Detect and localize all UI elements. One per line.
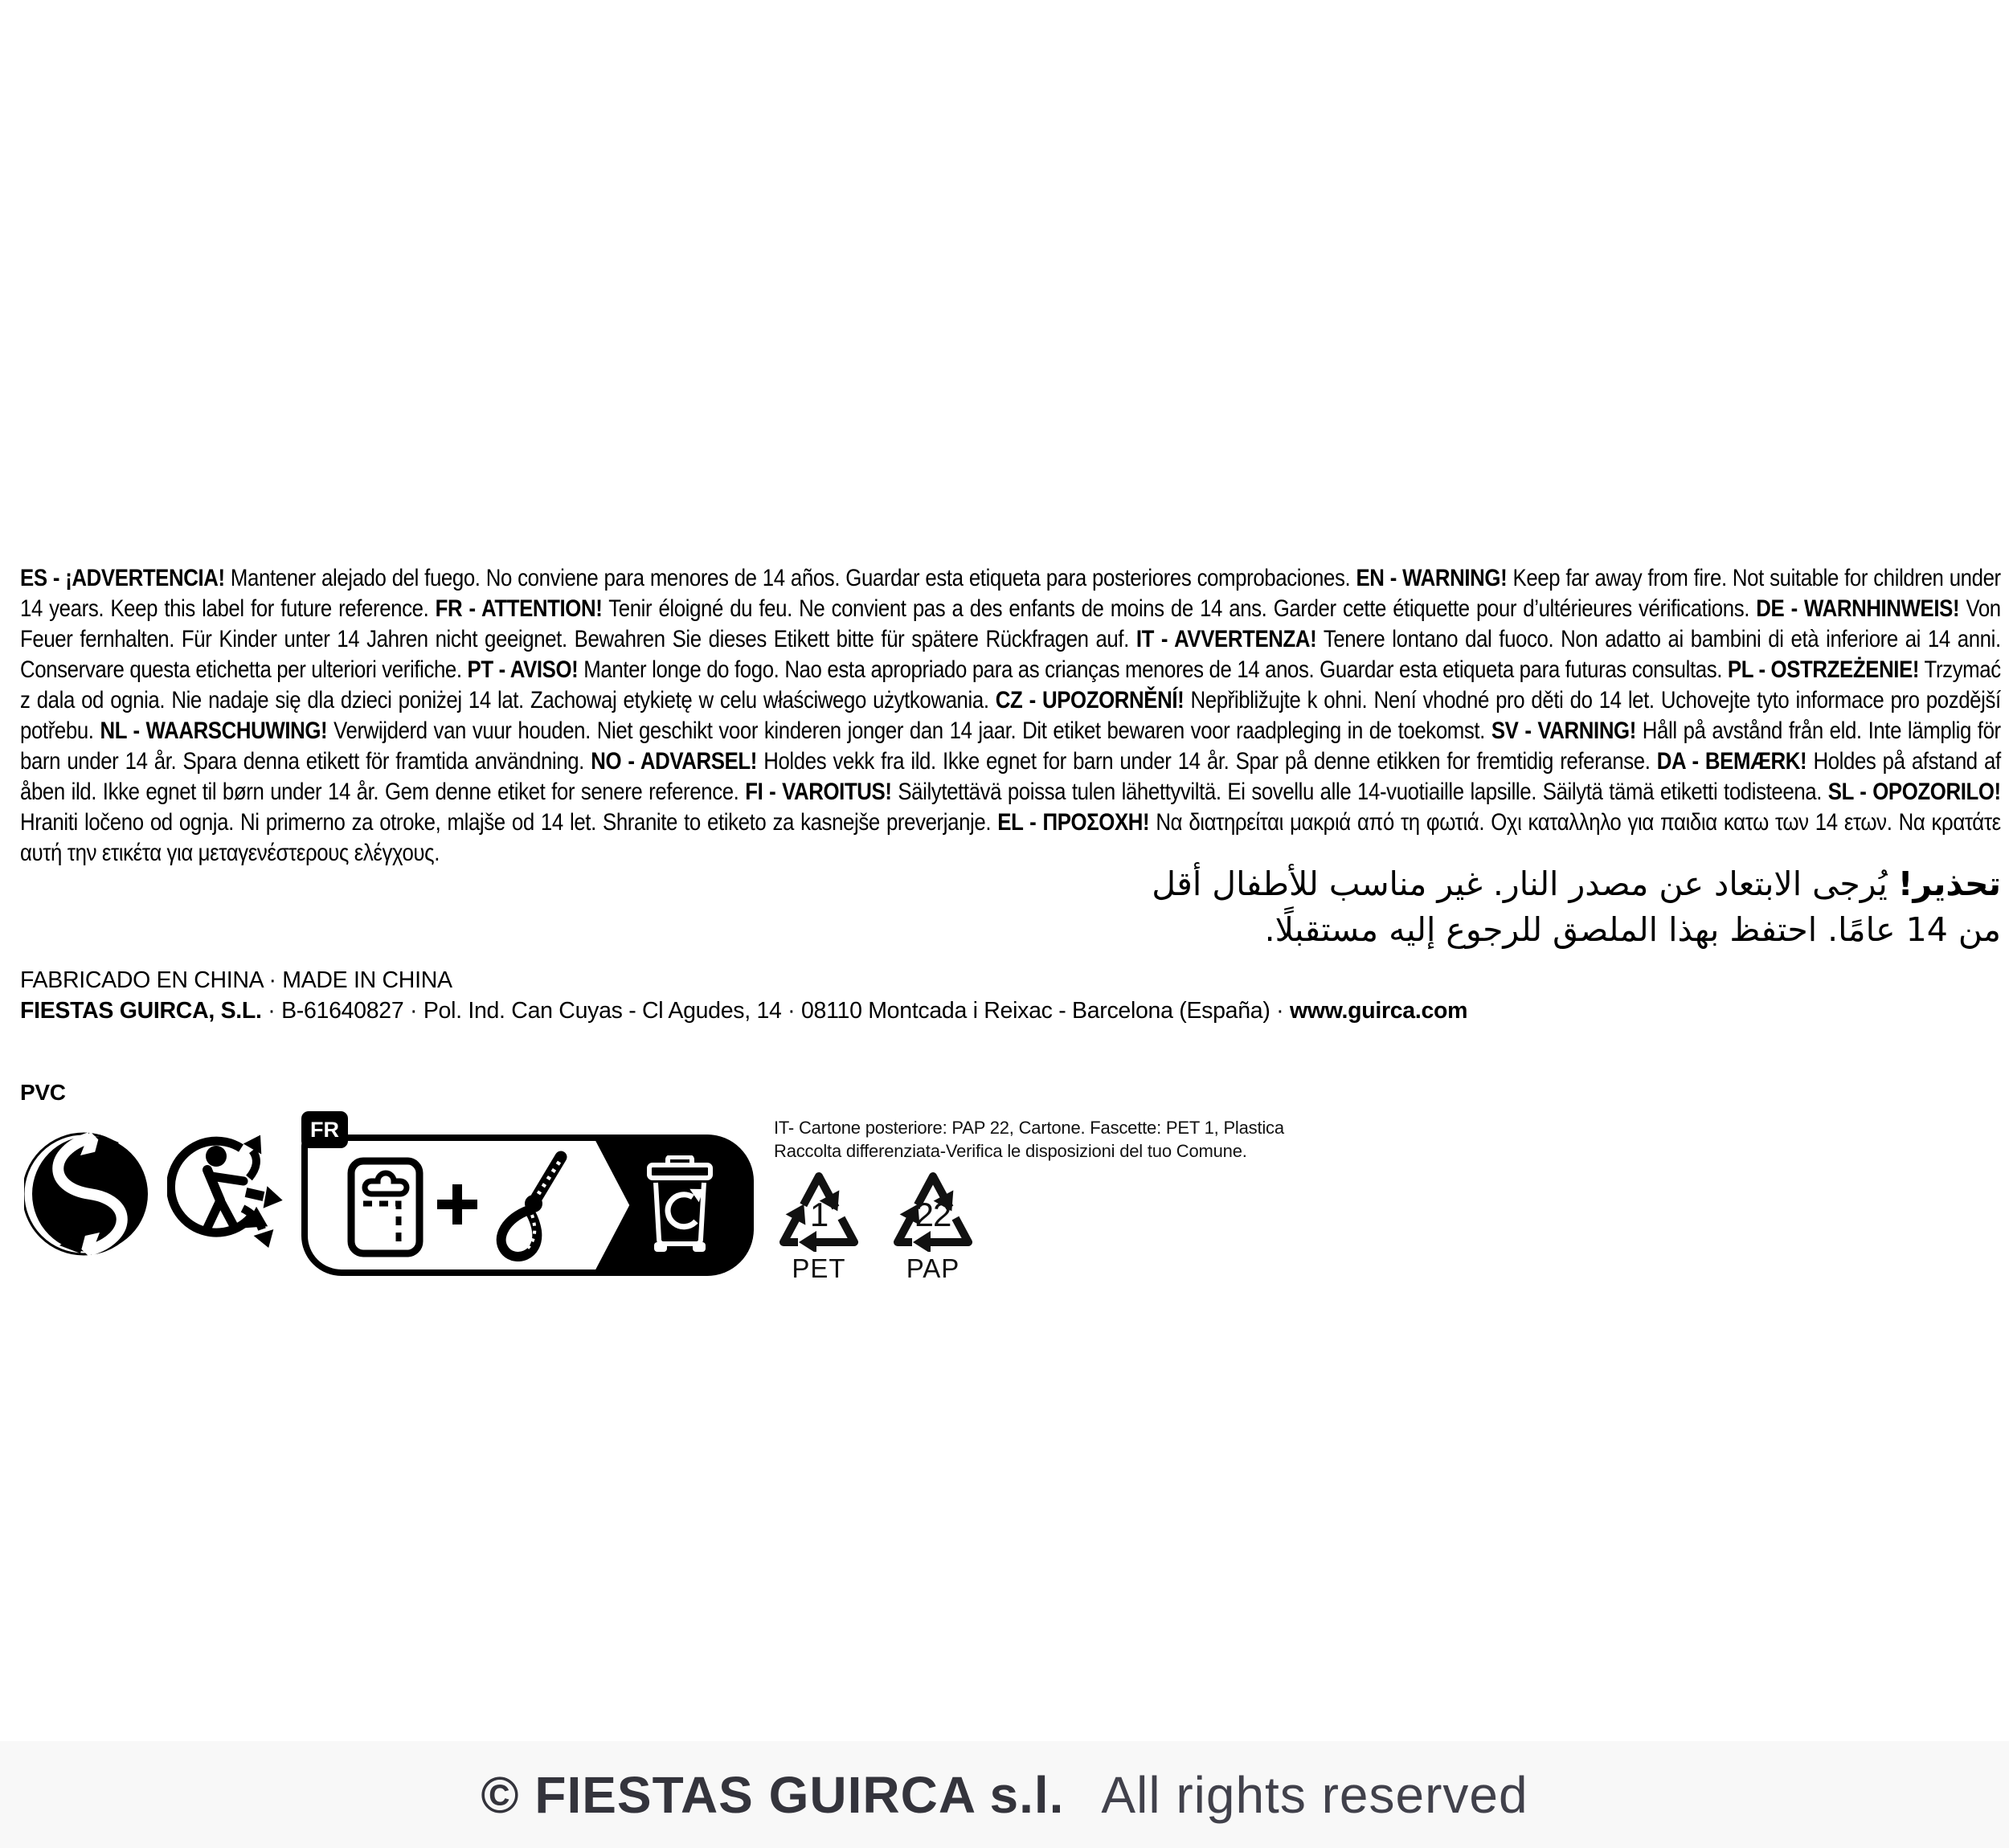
pet-code-label: PET bbox=[792, 1253, 846, 1283]
pet-code-number: 1 bbox=[809, 1196, 829, 1233]
triman-recycling-icon bbox=[167, 1130, 289, 1252]
cord-icon bbox=[490, 1147, 577, 1261]
arabic-warning-line2: من 14 عامًا. احتفظ بهذا الملصق للرجوع إليه مستقبلًا. bbox=[1264, 910, 2001, 949]
it-note-line2: Raccolta differenziata-Verifica le disposizioni del tuo Comune. bbox=[774, 1141, 1247, 1161]
company-address-line: FIESTAS GUIRCA, S.L. · B-61640827 · Pol. Ind. Can Cuyas - Cl Agudes, 14 · 08110 Montcada i Reixac - Barcelona (España) · www.guirca.com bbox=[20, 998, 1468, 1024]
waste-bin-icon bbox=[643, 1155, 717, 1255]
pap-code-number: 22 bbox=[914, 1196, 951, 1233]
green-dot-icon bbox=[24, 1131, 150, 1257]
footer-copyright: © FIESTAS GUIRCA s.l. bbox=[481, 1765, 1065, 1824]
made-in-line: FABRICADO EN CHINA · MADE IN CHINA bbox=[20, 967, 452, 993]
arabic-warning-text bbox=[1152, 861, 2001, 953]
it-note-line1: IT- Cartone posteriore: PAP 22, Cartone. Fascette: PET 1, Plastica bbox=[774, 1118, 1284, 1138]
plus-icon bbox=[437, 1184, 477, 1225]
pap-code-symbol bbox=[886, 1167, 980, 1284]
multilingual-warning-text: ES - ¡ADVERTENCIA! Mantener alejado del fuego. No conviene para menores de 14 años. Guardar esta etiqueta para posteriores comprobaciones. EN - WARNING! Keep far away from fire. Not suitable for children under 14 years. Keep this label for future reference. FR - ATTENTION! Tenir éloigné du feu. Ne convient pas a des enfants de moins de 14 ans. Garder cette étiquette pour d’ultérieures vérifications. DE - WARNHINWEIS! Von Feuer fernhalten. Für Kinder unter 14 Jahren nicht geeignet. Bewahren Sie dieses Etikett bitte für spätere Rückfragen auf. IT - AVVERTENZA! Tenere lontano dal fuoco. Non adatto ai bambini di età inferiore ai 14 anni. Conservare questa etichetta per ulteriori verifiche. PT - AVISO! Manter longe do fogo. Nao esta apropriado para as crianças menores de 14 anos. Guardar esta etiqueta para futuras consultas. PL - OSTRZEŻENIE! Trzymać z dala od ognia. Nie nadaje się dla dzieci poniżej 14 lat. Zachowaj etykietę w celu właściwego użytkowania. CZ - UPOZORNĚNÍ! Nepřibližujte k ohni. Není vhodné pro děti do 14 let. Uchovejte tyto informace pro pozdější potřebu. NL - WAARSCHUWING! Verwijderd van vuur houden. Niet geschikt voor kinderen jonger dan 14 jaar. Dit etiket bewaren voor raadpleging in de toekomst. SV - VARNING! Håll på avstånd från eld. Inte lämplig för barn under 14 år. Spara denna etikett för framtida användning. NO - ADVARSEL! Holdes vekk fra ild. Ikke egnet for barn under 14 år. Spar på denne etikken for fremtidig referanse. DA - BEMÆRK! Holdes på afstand af åben ild. Ikke egnet til børn under 14 år. Gem denne etiket for senere reference. FI - VAROITUS! Säilytettävä poissa tulen lähettyviltä. Ei sovellu alle 14-vuotiaille lapsille. Säilytä tämä etiketti todisteena. SL - OPOZORILO! Hraniti ločeno od ognja. Ni primerno za otroke, mlajše od 14 let. Shranite to etiketo za kasnejše preverjanje. EL - ΠΡΟΣΟΧΗ! Να διατηρείται μακριά από τη φωτιά. Οχι καταλληλο για παιδια κατω των 14 ετων. Να κρατάτε αυτή την ετικέτα για μεταγενέστερους ελέγχους. bbox=[20, 565, 2001, 866]
it-recycling-note bbox=[774, 1116, 1284, 1163]
footer-rights-text: All rights reserved bbox=[1101, 1765, 1528, 1824]
fr-country-tab: FR bbox=[301, 1111, 348, 1148]
arabic-warning-line1: تحذير! يُرجى الابتعاد عن مصدر النار. غير مناسب للأطفال أقل bbox=[1152, 865, 2001, 903]
blister-pack-icon bbox=[347, 1157, 423, 1257]
footer-bar bbox=[0, 1741, 2009, 1848]
pet-code-symbol bbox=[771, 1167, 866, 1284]
material-label: PVC bbox=[20, 1080, 66, 1105]
pap-code-label: PAP bbox=[906, 1253, 960, 1283]
